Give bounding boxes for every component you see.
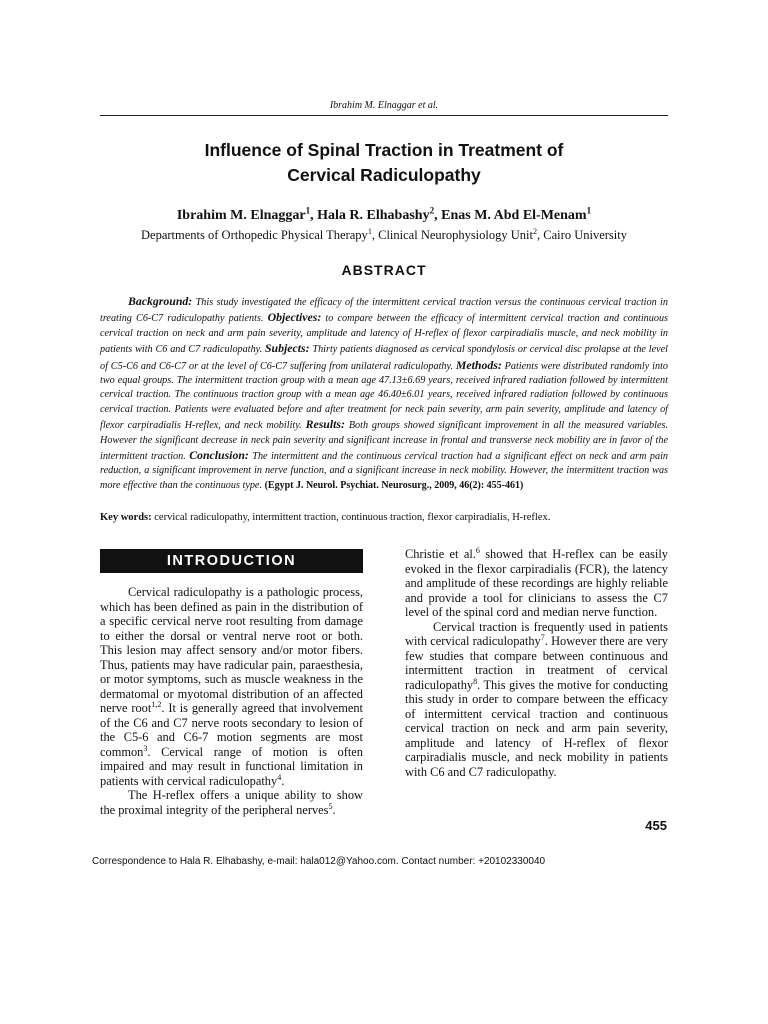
paragraph-text: Cervical traction is frequently used in patients with cervical radiculopathy [405,619,668,648]
citation-mark: 7 [540,632,545,642]
results-label: Results: [305,417,345,432]
author-affil-mark: 2 [429,205,435,216]
citation-mark: 4 [277,772,282,782]
affiliation-university: , Cairo University [537,228,627,242]
paper-title [100,138,668,188]
running-head: Ibrahim M. Elnaggar et al. [329,100,439,111]
author-affil-mark: 1 [305,205,311,216]
citation-mark: 8 [473,676,478,686]
keywords-text: cervical radiculopathy, intermittent traction, continuous traction, flexor carpiradialis, H-reflex. [151,512,551,523]
paragraph-text: . However there are very few studies that compare between continuous and intermittent traction in treatment of cervical radiculopathy [405,634,668,692]
author-separator: , [434,208,442,223]
results-text: Both groups showed significant improvement in all the measured variables. However the significant decrease in neck pain severity and significant increase in frontal and transverse neck mobility are in favor of the intermittent traction. [100,420,669,463]
affiliation-dept-1: Departments of Orthopedic Physical Therapy [141,228,368,242]
subjects-text: Thirty patients diagnosed as cervical spondylosis or cervical disc prolapse at the level of C5-C6 and C6-C7 or at the level of C6-C7 suffering from unilateral radiculopathy. [100,344,668,372]
keywords [100,512,668,523]
paragraph-text: . This gives the motive for conducting this study in order to compare between the efficacy of intermittent cervical traction and continuous cervical traction on neck and arm pain severity, amplitude and latency of H-reflex of flexor carpiradialis muscle, and neck mobility in patients with C6 and C7 radiculopathy. [405,677,668,779]
affiliation-dept-2: , Clinical Neurophysiology Unit [371,228,533,242]
correspondence-footnote: Correspondence to Hala R. Elhabashy, e-mail: hala012@Yahoo.com. Contact number: +20102330040 [92,856,546,867]
author-name: Enas M. Abd El-Menam [441,208,587,223]
author-affil-mark: 1 [586,205,592,216]
introduction-heading: INTRODUCTION [100,549,363,573]
title-line-2: Cervical Radiculopathy [287,165,481,185]
citation-mark: 6 [475,545,480,555]
paragraph-text: Cervical radiculopathy is a pathologic process, which has been defined as pain in the distribution of a specific cervical nerve root resulting from damage to either the dorsal or ventral nerve root or both. This lesion may affect sensory and/or motor fibers. Thus, patients may have radicular pain, paraesthesia, or motor symptoms, such as muscle weakness in the dermatomal or myotomal distribution of an affected nerve root [100,585,363,715]
abstract-body [100,294,668,493]
right-column [405,547,668,779]
paragraph [405,620,668,780]
paragraph-text: The H-reflex offers a unique ability to show the proximal integrity of the peripheral nerves [100,788,363,817]
keywords-label: Key words: [100,512,152,523]
citation-mark: 1,2 [151,699,162,709]
paragraph-text: showed that H-reflex can be easily evoked in the flexor carpiradialis (FCR), the latency and amplitude of these recordings are highly reliable and provide a tool for clinicians to assess the C7 level of the spinal cord and median nerve function. [405,547,668,619]
conclusion-text: The intermittent and the continuous cervical traction had a significant effect on neck and arm pain reduction, a significant improvement in nerve function, and a significant increase in neck mobility. However, the intermittent traction was more effective than the continuous type. [100,451,668,491]
left-column [100,585,363,817]
citation-mark: 3 [143,743,148,753]
paragraph-text: . Cervical range of motion is often impaired and may result in functional limitation in patients with cervical radiculopathy [100,744,363,788]
abstract-heading: ABSTRACT [341,262,427,278]
affiliation-mark-1: 1 [367,226,372,236]
paragraph [405,547,668,620]
author-list [100,205,668,224]
subjects-label: Subjects: [265,341,310,356]
conclusion-label: Conclusion: [189,448,249,463]
paragraph [100,585,363,788]
affiliation-mark-2: 2 [532,226,538,236]
author-name: Hala R. Elhabashy [317,208,430,223]
journal-citation: (Egypt J. Neurol. Psychiat. Neurosurg., 2009, 46(2): 455-461) [264,479,524,491]
objectives-label: Objectives: [267,310,322,325]
paragraph-text: Christie et al. [405,547,476,561]
background-text: This study investigated the efficacy of the intermittent cervical traction versus the continuous cervical traction in treating C6-C7 radiculopathy patients. [100,297,668,325]
objectives-text: to compare between the efficacy of intermittent cervical traction and continuous cervical traction on neck and arm pain severity, amplitude and latency of H-reflex of flexor carpiradialis muscle, and neck mobility in patients with C6 and C7 radiculopathy. [100,313,668,356]
title-line-1: Influence of Spinal Traction in Treatment of [204,140,564,160]
author-separator: , [310,208,318,223]
header-rule [100,115,668,116]
affiliation [100,228,668,243]
paragraph-text: . [281,773,285,788]
author-name: Ibrahim M. Elnaggar [176,208,306,223]
page-number: 455 [645,818,667,833]
background-label: Background: [128,294,193,308]
paragraph [100,788,363,817]
methods-text: Patients were distributed randomly into two equal groups. The intermittent traction group with a mean age 47.13±6.69 years, received infrared radiation followed by intermittent cervical traction. The continuous traction group with a mean age 46.40±6.01 years, received infrared radiation followed by continuous cervical traction. Patients were evaluated before and after treatment for neck pain severity, arm pain severity, amplitude and latency of flexor carpiradialis H-reflex, and neck mobility. [100,360,668,432]
methods-label: Methods: [455,357,502,372]
paragraph-text: . It is generally agreed that involvement of the C6 and C7 nerve roots secondary to lesion of the C5-6 and C6-7 motion segments are most common [100,701,363,759]
paragraph-text: . [332,802,336,817]
citation-mark: 5 [328,801,333,811]
